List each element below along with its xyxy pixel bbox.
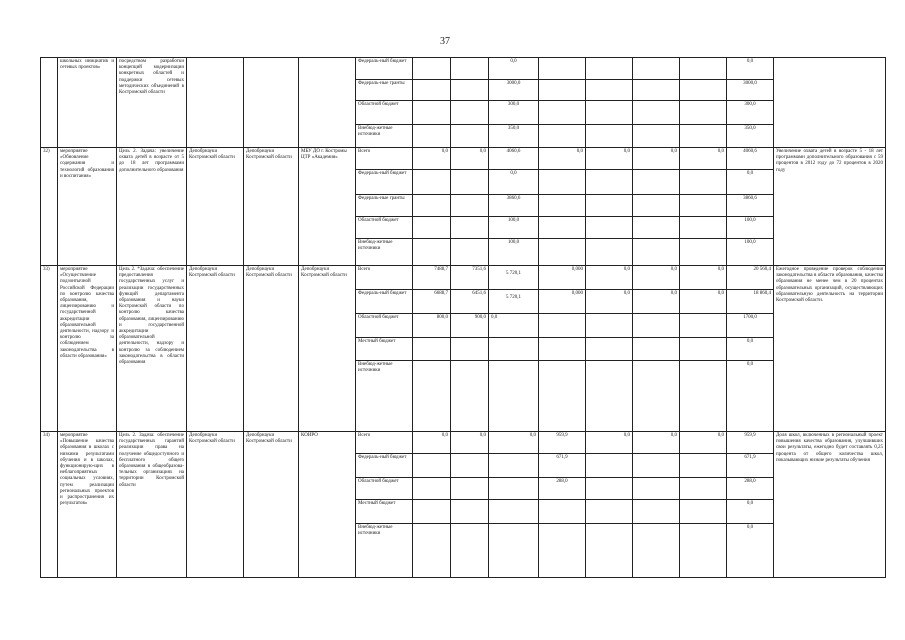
table-row: Федераль-ный бюджет 6688,7 6451,6 5 720,1 0,000 0,0 0,0 0,0 18 860,4 [41, 290, 886, 314]
executor: Депобрнауки Костромской области [299, 266, 356, 432]
table-row: Областной бюджет 300,0 300,0 [41, 101, 886, 125]
funding-source: Федераль-ный бюджет [356, 454, 413, 478]
expected-result: Доля школ, включенных в региональный проект повышения качества образования, улучшивших свои результаты, ежегодно будет составлять 0,25 процента от общего количества школ, показывающих низкие результаты обучения [774, 432, 886, 578]
funding-source: Внебюд-жетные источники [356, 524, 413, 578]
funding-source: Федераль-ный бюджет [356, 290, 413, 314]
table-row: Областной бюджет 100,0 100,0 [41, 217, 886, 239]
table-row: Внебюд-жетные источники 0,0 [41, 524, 886, 578]
responsible: Депобрнауки Костромской области [187, 432, 244, 578]
funding-source: Местный бюджет [356, 500, 413, 524]
program-table [40, 57, 886, 578]
funding-source: Федераль-ный бюджет [356, 170, 413, 195]
coexecutor: Депобрнауки Костромской области [244, 432, 299, 578]
executor: МБУ ДО г. Костромы ЦТР «Академия» [299, 148, 356, 266]
table-row: Федераль-ный бюджет 0,0 0,0 [41, 170, 886, 195]
funding-source: Федераль-ные гранты [356, 80, 413, 101]
activity-goal: Цель 2. Задача: обеспечение государственных гарантий реализации права на получение общедоступного и бесплатного общего образования в общеобразова-тельных организациях на территории Костромской области [117, 432, 187, 578]
activity-name: мероприятие «Повышение качества образования в школах с низкими результатами обучения и в школах, функционирую-щих в неблагоприятных социальных условиях, путем реализации региональных проектов и распространения их результатов» [58, 432, 117, 578]
table-row: школьных инициатив и сетевых проектов» посредством разработки концепций модернизации конкретных областей и поддержки сетевых методических объединений в Костромской области Федераль-ный бюджет 0,0 0,0 [41, 58, 886, 80]
funding-source: Областной бюджет [356, 217, 413, 239]
activity-goal: посредством разработки концепций модернизации конкретных областей и поддержки сетевых методических объединений в Костромской области [117, 58, 187, 148]
table-row: 32) мероприятие «Обновление содержания и технологий образования и воспитания» Цель 2. Задача: увеличение охвата детей в возрасте от 5 до 18 лет программами дополнительного образования Депобрнауки Костромской области Депобрнауки Костромской области МБУ ДО г. Костромы ЦТР «Академия» Всего 0,0 0,0 4060,6 0,0 0,0 0,0 0,0 4060,6 Увеличение охвата детей в возрасте 5 - 18 лет программами дополнительного образования с 59 процентов в 2012 году до 72 процентов в 2020 году [41, 148, 886, 170]
coexecutor: Депобрнауки Костромской области [244, 148, 299, 266]
funding-source: Внебюд-жетные источники [356, 361, 413, 432]
coexecutor: Депобрнауки Костромской области [244, 266, 299, 432]
funding-source: Всего [356, 432, 413, 454]
funding-source: Федераль-ные гранты [356, 195, 413, 217]
table-row: Областной бюджет 800,0 900,0 0,0 1700,0 [41, 314, 886, 338]
table-row: 34) мероприятие «Повышение качества образования в школах с низкими результатами обучения и в школах, функционирую-щих в неблагоприятных социальных условиях, путем реализации региональных проектов и распространения их результатов» Цель 2. Задача: обеспечение государственных гарантий реализации права на получение общедоступного и бесплатного общего образования в общеобразова-тельных организациях на территории Костромской области Депобрнауки Костромской области Депобрнауки Костромской области КОИРО Всего 0,0 0,0 0,0 959,9 0,0 0,0 0,0 959,9 Доля школ, включенных в региональный проект повышения качества образования, улучшивших свои результаты, ежегодно будет составлять 0,25 процента от общего количества школ, показывающих низкие результаты обучения [41, 432, 886, 454]
responsible: Депобрнауки Костромской области [187, 266, 244, 432]
page-number: 37 [440, 36, 450, 47]
table-row: Местный бюджет 0,0 [41, 338, 886, 361]
funding-source: Областной бюджет [356, 478, 413, 500]
funding-source: Внебюд-жетные источники [356, 125, 413, 148]
table-row: Федераль-ные гранты 3000,0 3000,0 [41, 80, 886, 101]
table-row: Федераль-ный бюджет 671,9 671,9 [41, 454, 886, 478]
row-number: 34) [41, 432, 58, 578]
expected-result: Ежегодное проведение проверок соблюдения законодательства в области образования, качества образования не менее чем в 20 процентах образовательных организаций, осуществляющих образовательную деятельность на территории Костромской области. [774, 266, 886, 432]
table-row: Внебюд-жетные источники 100,0 100,0 [41, 239, 886, 266]
table-row: Внебюд-жетные источники 0,0 [41, 361, 886, 432]
activity-name: мероприятие «Обновление содержания и технологий образования и воспитания» [58, 148, 117, 266]
table-row: Федераль-ные гранты 3860,6 3860,6 [41, 195, 886, 217]
funding-source: Областной бюджет [356, 101, 413, 125]
row-number: 33) [41, 266, 58, 432]
expected-result: Увеличение охвата детей в возрасте 5 - 18 лет программами дополнительного образования с 59 процентов в 2012 году до 72 процентов в 2020 году [774, 148, 886, 266]
table-row: Внебюд-жетные источники 350,0 350,0 [41, 125, 886, 148]
funding-source: Местный бюджет [356, 338, 413, 361]
funding-source: Всего [356, 266, 413, 290]
funding-source: Областной бюджет [356, 314, 413, 338]
funding-source: Федераль-ный бюджет [356, 58, 413, 80]
activity-goal: Цель 2. Задача: увеличение охвата детей в возрасте от 5 до 18 лет программами дополнительного образования [117, 148, 187, 266]
funding-source: Всего [356, 148, 413, 170]
activity-name: мероприятие «Осуществление подзонтычной Российской Федерации по контролю качества образования, лицензированию и государственной аккредитации образовательной деятельности, надзору и контролю за соблюдением законодательства в области образования» [58, 266, 117, 432]
table-row: Областной бюджет 288,0 288,0 [41, 478, 886, 500]
activity-goal: Цель 2. *Задача: обеспечение предоставления государственных услуг и реализации государственных функций департамента образования и науки Костромской области по контролю качества образования, лицензированию и государственной аккредитации образовательной деятельности, надзору и контролю за соблюдением законодательства в области образования [117, 266, 187, 432]
table-row: 33) мероприятие «Осуществление подзонтычной Российской Федерации по контролю качества образования, лицензированию и государственной аккредитации образовательной деятельности, надзору и контролю за соблюдением законодательства в области образования» Цель 2. *Задача: обеспечение предоставления государственных услуг и реализации государственных функций департамента образования и науки Костромской области по контролю качества образования, лицензированию и государственной аккредитации образовательной деятельности, надзору и контролю за соблюдением законодательства в области образования Депобрнауки Костромской области Депобрнауки Костромской области Депобрнауки Костромской области Всего 7488,7 7351,6 5 720,1 0,000 0,0 0,0 0,0 20 560,4 Ежегодное проведение проверок соблюдения законодательства в области образования, качества образования не менее чем в 20 процентах образовательных организаций, осуществляющих образовательную деятельность на территории Костромской области. [41, 266, 886, 290]
table-row: Местный бюджет 0,0 [41, 500, 886, 524]
responsible: Депобрнауки Костромской области [187, 148, 244, 266]
activity-name: школьных инициатив и сетевых проектов» [58, 58, 117, 148]
funding-source: Внебюд-жетные источники [356, 239, 413, 266]
row-number: 32) [41, 148, 58, 266]
executor: КОИРО [299, 432, 356, 578]
